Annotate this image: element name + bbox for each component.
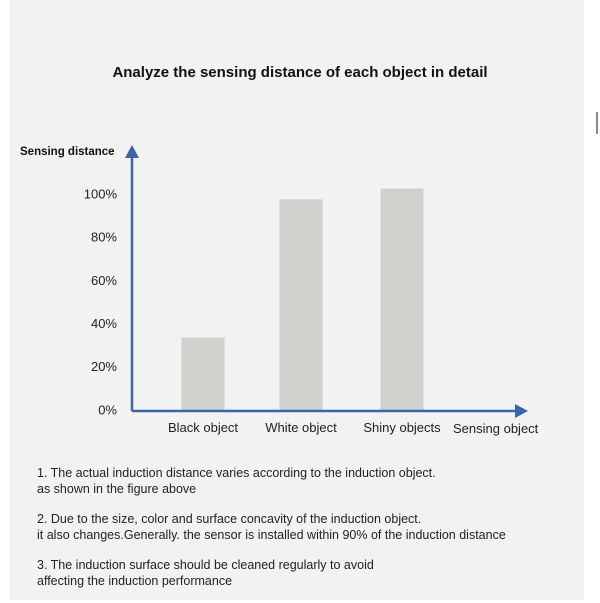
bar-black-object (182, 338, 225, 411)
chart-title: Analyze the sensing distance of each object in detail (112, 64, 488, 81)
y-tick-label: 80% (90, 229, 117, 245)
y-axis-arrow-icon (125, 145, 139, 158)
bar-shiny-objects (381, 189, 424, 411)
note-item: 2. Due to the size, color and surface concavity of the induction object. it also changes.Generally. the sensor is installed within 90% of the induction distance (37, 512, 506, 542)
x-axis-arrow-icon (515, 404, 528, 418)
y-tick-label: 40% (90, 316, 117, 332)
notes-list (37, 465, 587, 603)
x-tick-label: Shiny objects (363, 420, 441, 435)
bar-white-object (280, 199, 323, 411)
x-tick-label: White object (265, 420, 337, 435)
x-tick-label: Black object (167, 420, 239, 435)
y-axis-label: Sensing distance (20, 146, 115, 158)
y-tick-label: 20% (90, 359, 117, 375)
note-item: 3. The induction surface should be cleaned regularly to avoid affecting the induction performance (37, 558, 374, 588)
x-axis-label: Sensing object (453, 421, 539, 436)
y-tick-label: 100% (83, 186, 117, 202)
y-tick-label: 60% (90, 272, 117, 288)
note-item: 1. The actual induction distance varies according to the induction object. as shown in the figure above (37, 466, 436, 496)
y-tick-label: 0% (98, 402, 117, 418)
